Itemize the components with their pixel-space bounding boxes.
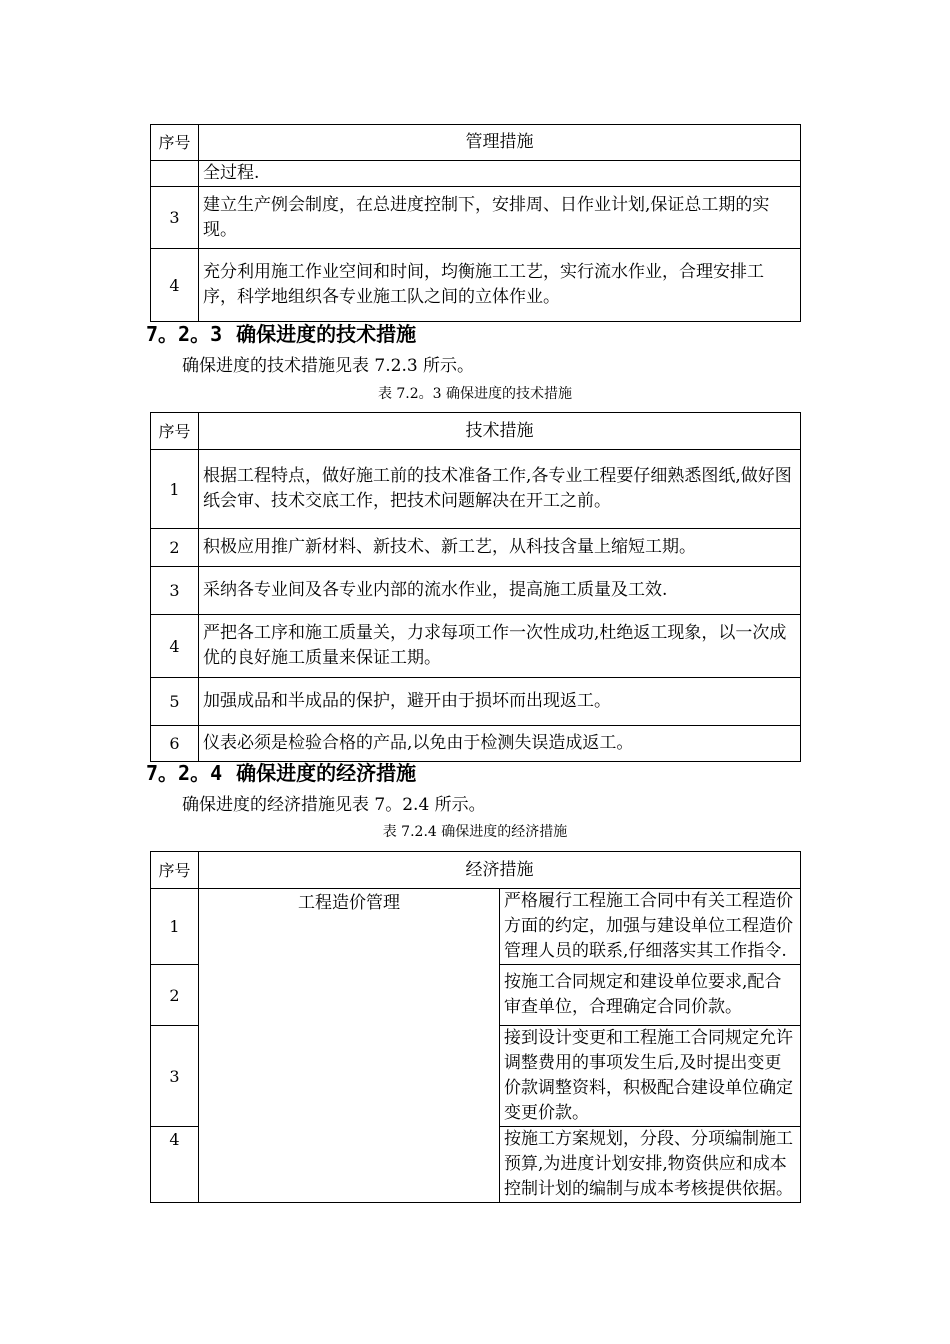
section-number: 7。2。3 [146, 322, 223, 346]
row-num: 3 [151, 187, 199, 249]
row-text: 全过程. [199, 161, 801, 187]
table-header-measure: 技术措施 [199, 413, 801, 450]
table-caption: 表 7.2。3 确保进度的技术措施 [377, 386, 573, 402]
row-text: 按施工合同规定和建设单位要求,配合审查单位，合理确定合同价款。 [500, 965, 801, 1026]
category-cell: 工程造价管理 [199, 889, 500, 1203]
row-num: 4 [151, 1127, 199, 1203]
table-header-seq: 序号 [151, 125, 199, 161]
row-text: 积极应用推广新材料、新技术、新工艺，从科技含量上缩短工期。 [199, 529, 801, 567]
row-text: 按施工方案规划，分段、分项编制施工预算,为进度计划安排,物资供应和成本控制计划的编制与成本考核提供依据。 [500, 1127, 801, 1203]
table-header-seq: 序号 [151, 413, 199, 450]
table-header-seq: 序号 [151, 852, 199, 889]
section-heading [146, 761, 416, 785]
table-caption: 表 7.2.4 确保进度的经济措施 [382, 824, 568, 840]
row-num: 1 [151, 889, 199, 965]
section-title: 确保进度的技术措施 [236, 322, 417, 346]
row-num: 3 [151, 567, 199, 615]
row-num: 4 [151, 249, 199, 322]
table-header-measure: 经济措施 [199, 852, 801, 889]
row-text: 采纳各专业间及各专业内部的流水作业，提高施工质量及工效. [199, 567, 801, 615]
row-num: 2 [151, 965, 199, 1026]
row-text: 严格履行工程施工合同中有关工程造价方面的约定，加强与建设单位工程造价管理人员的联系,仔细落实其工作指令. [500, 889, 801, 965]
row-num: 5 [151, 678, 199, 726]
row-text: 接到设计变更和工程施工合同规定允许调整费用的事项发生后,及时提出变更价款调整资料，积极配合建设单位确定变更价款。 [500, 1026, 801, 1127]
row-text: 仪表必须是检验合格的产品,以免由于检测失误造成返工。 [199, 726, 801, 762]
row-num [151, 161, 199, 187]
row-num: 2 [151, 529, 199, 567]
section-paragraph: 确保进度的技术措施见表 7.2.3 所示。 [182, 356, 475, 376]
row-num: 4 [151, 615, 199, 678]
section-number: 7。2。4 [146, 761, 223, 785]
economic-measures-table [150, 851, 801, 1203]
technical-measures-table [150, 412, 801, 762]
row-num: 3 [151, 1026, 199, 1127]
row-text: 根据工程特点，做好施工前的技术准备工作,各专业工程要仔细熟悉图纸,做好图纸会审、技术交底工作，把技术问题解决在开工之前。 [199, 450, 801, 529]
table-header-measure: 管理措施 [199, 125, 801, 161]
section-heading [146, 322, 416, 346]
row-text: 严把各工序和施工质量关，力求每项工作一次性成功,杜绝返工现象，以一次成优的良好施工质量来保证工期。 [199, 615, 801, 678]
row-num: 1 [151, 450, 199, 529]
section-title: 确保进度的经济措施 [236, 761, 417, 785]
row-text: 加强成品和半成品的保护，避开由于损坏而出现返工。 [199, 678, 801, 726]
section-paragraph: 确保进度的经济措施见表 7。2.4 所示。 [182, 795, 486, 815]
row-num: 6 [151, 726, 199, 762]
management-measures-table [150, 124, 801, 322]
row-text: 充分利用施工作业空间和时间，均衡施工工艺，实行流水作业，合理安排工序，科学地组织各专业施工队之间的立体作业。 [199, 249, 801, 322]
row-text: 建立生产例会制度，在总进度控制下，安排周、日作业计划,保证总工期的实现。 [199, 187, 801, 249]
